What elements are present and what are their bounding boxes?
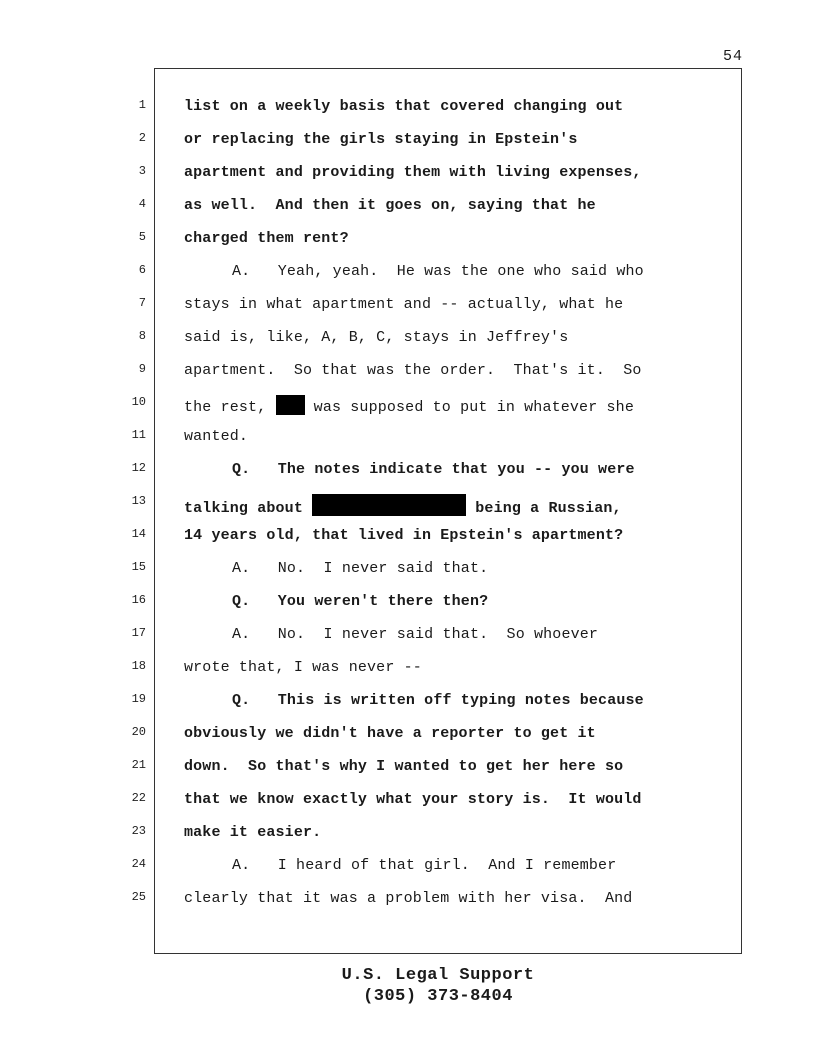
line-number: 12 [131,461,146,475]
transcript-line: Q. The notes indicate that you -- you were [232,461,635,478]
transcript-line: said is, like, A, B, C, stays in Jeffrey's [184,329,569,346]
line-number: 21 [131,758,146,772]
redaction-box [312,494,466,516]
redaction-box [276,395,305,415]
line-number: 5 [138,230,146,244]
transcript-line [184,395,634,416]
line-text-after: being a Russian, [466,500,622,517]
transcript-line: charged them rent? [184,230,349,247]
transcript-line: that we know exactly what your story is. It would [184,791,642,808]
transcript-line: apartment. So that was the order. That's it. So [184,362,642,379]
transcript-line: A. No. I never said that. So whoever [232,626,599,643]
line-number: 15 [131,560,146,574]
transcript-line: list on a weekly basis that covered changing out [184,98,624,115]
line-number: 20 [131,725,146,739]
line-number: 11 [131,428,146,442]
transcript-line: make it easier. [184,824,322,841]
transcript-line: A. I heard of that girl. And I remember [232,857,617,874]
line-number: 18 [131,659,146,673]
transcript-line: wanted. [184,428,249,445]
line-number: 17 [131,626,146,640]
line-number: 8 [138,329,146,343]
line-number: 14 [131,527,146,541]
transcript-line: A. Yeah, yeah. He was the one who said who [232,263,644,280]
line-text-before: the rest, [184,399,276,416]
transcript-line: wrote that, I was never -- [184,659,422,676]
line-number: 10 [131,395,146,409]
transcript-line: or replacing the girls staying in Epstein's [184,131,578,148]
transcript-line: down. So that's why I wanted to get her here so [184,758,624,775]
line-number: 6 [138,263,146,277]
transcript-line: obviously we didn't have a reporter to get it [184,725,596,742]
line-number: 23 [131,824,146,838]
transcript-line: A. No. I never said that. [232,560,489,577]
line-number: 19 [131,692,146,706]
line-number: 24 [131,857,146,871]
footer-phone: (305) 373-8404 [363,987,513,1006]
line-text-before: talking about [184,500,313,517]
transcript-line [184,494,622,517]
line-number: 4 [138,197,146,211]
transcript-line: Q. This is written off typing notes because [232,692,644,709]
line-number: 13 [131,494,146,508]
line-number: 25 [131,890,146,904]
transcript-line: stays in what apartment and -- actually, what he [184,296,624,313]
line-number: 3 [138,164,146,178]
line-text-after: was supposed to put in whatever she [304,399,634,416]
line-number: 22 [131,791,146,805]
footer-company: U.S. Legal Support [341,966,535,985]
line-number: 2 [138,131,146,145]
line-number: 7 [138,296,146,310]
page-number: 54 [722,48,743,65]
transcript-line: clearly that it was a problem with her visa. And [184,890,633,907]
transcript-line: Q. You weren't there then? [232,593,489,610]
line-number: 9 [138,362,146,376]
transcript-line: apartment and providing them with living expenses, [184,164,642,181]
line-number: 1 [138,98,146,112]
line-number: 16 [131,593,146,607]
transcript-line: as well. And then it goes on, saying that he [184,197,596,214]
transcript-line: 14 years old, that lived in Epstein's apartment? [184,527,624,544]
